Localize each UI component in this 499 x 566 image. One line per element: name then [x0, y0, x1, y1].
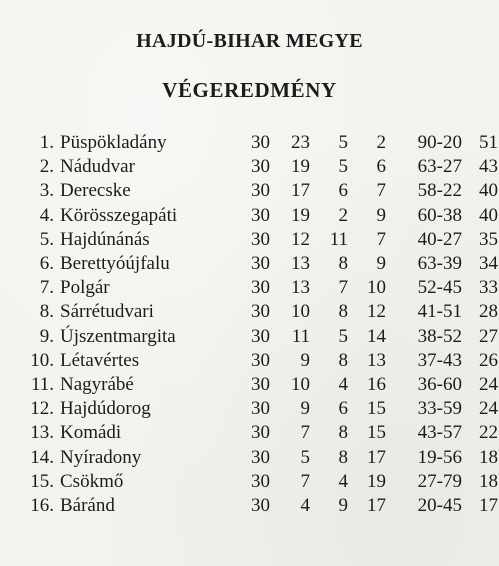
losses-cell: 9: [376, 253, 386, 275]
team-name-cell: Polgár: [60, 277, 110, 299]
rank-cell: 2.: [39, 156, 54, 178]
wins-cell: 10: [291, 301, 310, 323]
points-cell: 17: [479, 494, 498, 516]
draws-cell: 8: [338, 253, 348, 275]
goals-cell: 63-39: [417, 253, 462, 275]
goals-cell: 19-56: [417, 446, 462, 468]
losses-cell: 17: [367, 446, 386, 468]
points-cell: 18: [479, 470, 498, 492]
table-row: [18, 470, 498, 494]
losses-cell: 7: [376, 180, 386, 202]
rank-cell: 3.: [39, 180, 54, 202]
played-cell: 30: [251, 422, 270, 444]
goals-cell: 58-22: [417, 180, 462, 202]
county-heading: HAJDÚ-BIHAR MEGYE: [136, 30, 363, 52]
played-cell: 30: [251, 180, 270, 202]
team-name-cell: Komádi: [60, 422, 122, 444]
draws-cell: 4: [338, 470, 348, 492]
draws-cell: 5: [338, 325, 348, 347]
points-cell: 27: [479, 325, 498, 347]
wins-cell: 12: [291, 228, 310, 250]
goals-cell: 33-59: [417, 398, 462, 420]
wins-cell: 7: [300, 422, 310, 444]
wins-cell: 17: [291, 180, 310, 202]
team-name-cell: Báránd: [60, 494, 115, 516]
played-cell: 30: [251, 446, 270, 468]
goals-cell: 37-43: [417, 349, 462, 371]
rank-cell: 5.: [39, 228, 54, 250]
table-row: [18, 252, 498, 276]
rank-cell: 11.: [30, 373, 54, 395]
played-cell: 30: [251, 373, 270, 395]
draws-cell: 7: [338, 277, 348, 299]
team-name-cell: Nádudvar: [60, 156, 135, 178]
rank-cell: 7.: [39, 277, 54, 299]
draws-cell: 6: [338, 398, 348, 420]
wins-cell: 13: [291, 253, 310, 275]
played-cell: 30: [251, 494, 270, 516]
table-row: [18, 179, 498, 203]
team-name-cell: Sárrétudvari: [60, 301, 154, 323]
played-cell: 30: [251, 470, 270, 492]
wins-cell: 23: [291, 132, 310, 154]
points-cell: 34: [479, 253, 498, 275]
draws-cell: 8: [338, 301, 348, 323]
losses-cell: 13: [367, 349, 386, 371]
played-cell: 30: [251, 277, 270, 299]
points-cell: 33: [479, 277, 498, 299]
played-cell: 30: [251, 156, 270, 178]
goals-cell: 90-20: [417, 132, 462, 154]
points-cell: 18: [479, 446, 498, 468]
losses-cell: 7: [376, 228, 386, 250]
table-row: [18, 421, 498, 445]
team-name-cell: Nyíradony: [60, 446, 142, 468]
losses-cell: 17: [367, 494, 386, 516]
draws-cell: 5: [338, 156, 348, 178]
played-cell: 30: [251, 301, 270, 323]
points-cell: 24: [479, 398, 498, 420]
team-name-cell: Berettyóújfalu: [60, 253, 170, 275]
draws-cell: 8: [338, 422, 348, 444]
losses-cell: 15: [367, 422, 386, 444]
draws-cell: 8: [338, 349, 348, 371]
table-row: [18, 300, 498, 324]
points-cell: 40: [479, 180, 498, 202]
rank-cell: 8.: [39, 301, 54, 323]
rank-cell: 4.: [39, 204, 54, 226]
draws-cell: 5: [338, 132, 348, 154]
draws-cell: 4: [338, 373, 348, 395]
team-name-cell: Hajdúnánás: [60, 228, 150, 250]
losses-cell: 12: [367, 301, 386, 323]
table-row: [18, 325, 498, 349]
table-row: [18, 349, 498, 373]
draws-cell: 9: [338, 494, 348, 516]
wins-cell: 10: [291, 373, 310, 395]
rank-cell: 14.: [30, 446, 54, 468]
wins-cell: 13: [291, 277, 310, 299]
played-cell: 30: [251, 253, 270, 275]
losses-cell: 6: [376, 156, 386, 178]
goals-cell: 52-45: [417, 277, 462, 299]
team-name-cell: Létavértes: [60, 349, 140, 371]
team-name-cell: Püspökladány: [60, 132, 167, 154]
rank-cell: 10.: [30, 349, 54, 371]
rank-cell: 13.: [30, 422, 54, 444]
played-cell: 30: [251, 132, 270, 154]
standings-body: [18, 131, 498, 518]
table-row: [18, 397, 498, 421]
played-cell: 30: [251, 349, 270, 371]
final-results-heading: VÉGEREDMÉNY: [162, 78, 337, 102]
draws-cell: 11: [329, 228, 348, 250]
table-row: [18, 228, 498, 252]
draws-cell: 2: [338, 204, 348, 226]
wins-cell: 7: [300, 470, 310, 492]
goals-cell: 38-52: [417, 325, 462, 347]
goals-cell: 40-27: [417, 228, 462, 250]
rank-cell: 6.: [39, 253, 54, 275]
table-row: [18, 276, 498, 300]
points-cell: 26: [479, 349, 498, 371]
wins-cell: 19: [291, 204, 310, 226]
table-row: [18, 373, 498, 397]
wins-cell: 5: [300, 446, 310, 468]
points-cell: 40: [479, 204, 498, 226]
team-name-cell: Derecske: [60, 180, 131, 202]
losses-cell: 14: [367, 325, 386, 347]
rank-cell: 15.: [30, 470, 54, 492]
goals-cell: 43-57: [417, 422, 462, 444]
points-cell: 43: [479, 156, 498, 178]
points-cell: 24: [479, 373, 498, 395]
played-cell: 30: [251, 204, 270, 226]
played-cell: 30: [251, 398, 270, 420]
rank-cell: 12.: [30, 398, 54, 420]
wins-cell: 9: [300, 398, 310, 420]
standings-table: [18, 131, 498, 518]
losses-cell: 9: [376, 204, 386, 226]
table-row: [18, 131, 498, 155]
wins-cell: 19: [291, 156, 310, 178]
draws-cell: 8: [338, 446, 348, 468]
played-cell: 30: [251, 325, 270, 347]
points-cell: 35: [479, 228, 498, 250]
goals-cell: 63-27: [417, 156, 462, 178]
table-row: [18, 155, 498, 179]
goals-cell: 60-38: [417, 204, 462, 226]
played-cell: 30: [251, 228, 270, 250]
wins-cell: 9: [300, 349, 310, 371]
team-name-cell: Újszentmargita: [60, 325, 176, 347]
goals-cell: 20-45: [417, 494, 462, 516]
points-cell: 51: [479, 132, 498, 154]
rank-cell: 9.: [39, 325, 54, 347]
rank-cell: 16.: [30, 494, 54, 516]
wins-cell: 11: [291, 325, 310, 347]
team-name-cell: Csökmő: [60, 470, 124, 492]
points-cell: 28: [479, 301, 498, 323]
points-cell: 22: [479, 422, 498, 444]
table-row: [18, 204, 498, 228]
losses-cell: 15: [367, 398, 386, 420]
losses-cell: 10: [367, 277, 386, 299]
goals-cell: 36-60: [417, 373, 462, 395]
draws-cell: 6: [338, 180, 348, 202]
table-row: [18, 445, 498, 469]
wins-cell: 4: [300, 494, 310, 516]
losses-cell: 16: [367, 373, 386, 395]
table-row: [18, 494, 498, 518]
losses-cell: 2: [376, 132, 386, 154]
team-name-cell: Nagyrábé: [60, 373, 134, 395]
goals-cell: 27-79: [417, 470, 462, 492]
team-name-cell: Körösszegapáti: [60, 204, 178, 226]
goals-cell: 41-51: [417, 301, 462, 323]
team-name-cell: Hajdúdorog: [60, 398, 151, 420]
losses-cell: 19: [367, 470, 386, 492]
rank-cell: 1.: [39, 132, 54, 154]
